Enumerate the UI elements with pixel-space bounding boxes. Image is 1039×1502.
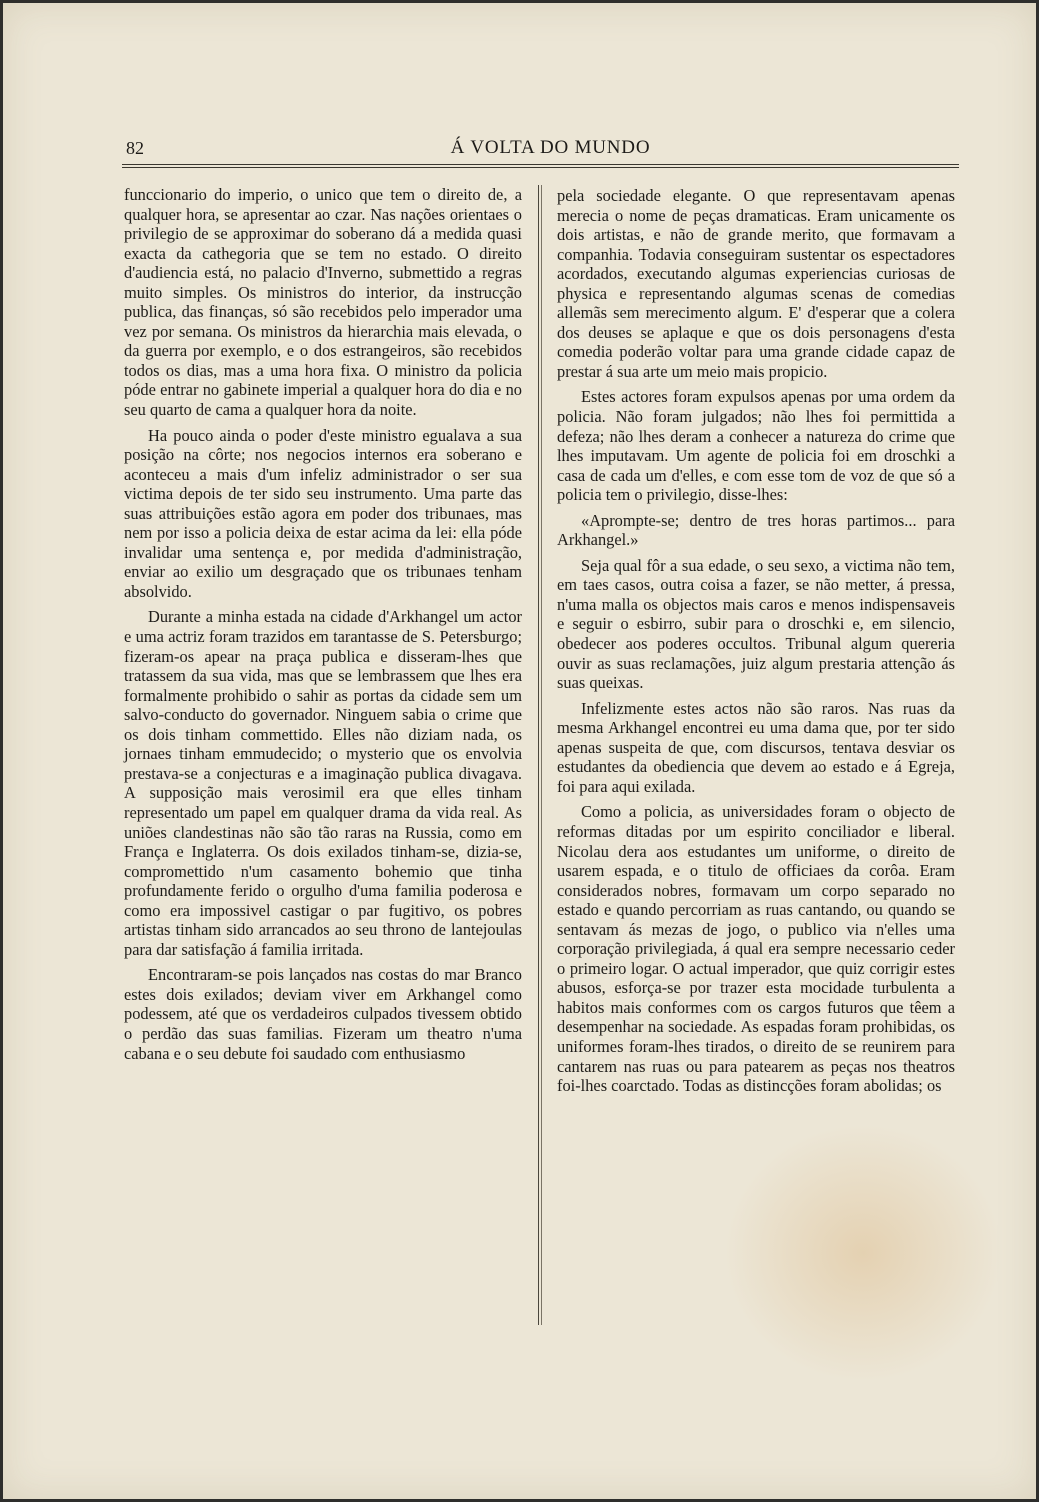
paragraph: Infelizmente estes actos não são raros. Nas ruas da mesma Arkhangel encontrei eu uma dama que, por ter sido apenas suspeita de que, com discursos, tentava desviar os estudantes da obediencia que devem ao estado e á Egreja, foi para aqui exilada. — [557, 698, 955, 796]
paragraph: Seja qual fôr a sua edade, o seu sexo, a victima não tem, em taes casos, outra coisa a fazer, se não metter, á pressa, n'uma malla os objectos mais caros e menos indispensaveis e seguir o esbirro, subir para o droschki e, em silencio, obedecer aos poderes occultos. Tribunal algum quereria ouvir as suas reclamações, juiz algum prestaria attenção ás suas queixas. — [557, 555, 955, 693]
paragraph: pela sociedade elegante. O que representavam apenas merecia o nome de peças dramaticas. Eram unicamente os dois artistas, e não de grande merito, que formavam a companhia. Todavia conseguiram sustentar os espectadores acordados, executando algumas experiencias curiosas de physica e representando algumas scenas de comedias allemãs sem merecimento algum. E' d'esperar que a colera dos deuses se aplaque e que os dois personagens d'esta comedia poderão voltar para uma grande cidade capaz de prestar á sua arte um meio mais propicio. — [557, 186, 955, 381]
column-divider — [538, 185, 539, 1325]
paper-stain — [723, 1123, 1003, 1383]
paragraph: Estes actores foram expulsos apenas por uma ordem da policia. Não foram julgados; não lhes foi permittida a defeza; não lhes deram a conhecer a natureza do crime que lhes imputavam. Um agente de policia foi em droschki a casa de cada um d'elles, e com esse tom de voz de que só a policia tem o privilegio, disse-lhes: — [557, 387, 955, 505]
paragraph: Como a policia, as universidades foram o objecto de reformas ditadas por um espirito conciliador e liberal. Nicolau dera aos estudantes um uniforme, o direito de usarem espada, e o titulo de officiaes da corôa. Eram considerados nobres, formavam um corpo separado no estado e quando percorriam as ruas cantando, ou quando se sentavam ás mezas de jogo, o publico via n'elles uma corporação privilegiada, á qual era sempre necessario ceder o primeiro logar. O actual imperador, que quiz corrigir estes abusos, esforça-se por trazer esta mocidade turbulenta a habitos mais conformes com os cargos futuros que têem a desempenhar na sociedade. As espadas foram prohibidas, os uniformes foram-lhes tirados, o direito de se reunirem para cantarem nas ruas ou para patearem as peças nos theatros foi-lhes coarctado. Todas as distincções foram abolidas; os — [557, 802, 955, 1096]
header-rule — [122, 164, 959, 168]
right-column — [557, 186, 955, 1102]
paragraph: Ha pouco ainda o poder d'este ministro egualava a sua posição na côrte; nos negocios internos era soberano e aconteceu a mais d'um infeliz administrador o ser sua victima depois de ter sido seu instrumento. Uma parte das suas attribuições estão agora em poder dos tribunaes, mas nem por isso a policia deixa de estar acima da lei: ella póde invalidar uma sentença e, por medida d'administração, enviar ao exilio um desgraçado que os tribunaes tenham absolvido. — [124, 425, 522, 601]
left-column — [124, 185, 522, 1069]
column-divider-inner — [541, 185, 542, 1325]
paragraph: funccionario do imperio, o unico que tem o direito de, a qualquer hora, se apresentar ao czar. Nas nações orientaes o privilegio de se approximar do soberano dá a medida quasi exacta da cathegoria que se tem no estado. O direito d'audiencia está, no palacio d'Inverno, submettido a regras muito simples. Os ministros do interior, da instrucção publica, das finanças, só são recebidos pelo imperador uma vez por semana. Os ministros da hierarchia mais elevada, o da guerra por exemplo, e o dos estrangeiros, são recebidos todos os dias, mas a uma hora fixa. O ministro da policia póde entrar no gabinete imperial a qualquer hora do dia e no seu quarto de cama a qualquer hora da noite. — [124, 185, 522, 420]
paragraph: Encontraram-se pois lançados nas costas do mar Branco estes dois exilados; deviam viver em Arkhangel como podessem, até que os verdadeiros culpados tivessem obtido o perdão das suas familias. Fizeram um theatro n'uma cabana e o seu debute foi saudado com enthusiasmo — [124, 965, 522, 1063]
page-number: 82 — [126, 138, 144, 158]
running-header — [122, 138, 959, 164]
paragraph: Durante a minha estada na cidade d'Arkhangel um actor e uma actriz foram trazidos em tarantasse de S. Petersburgo; fizeram-os apear na praça publica e disseram-lhes que tratassem da sua vida, mas que se lembrassem que lhes era formalmente prohibido o sahir as portas da cidade sem um salvo-conducto do governador. Ninguem sabia o crime que os dois tinham commettido. Elles não diziam nada, os jornaes tinham emmudecido; o mysterio que os envolvia prestava-se a conjecturas e a imaginação publica divagava. A supposição mais verosimil era que elles tinham representado um papel em qualquer drama da vida real. As uniões clandestinas não são tão raras na Russia, como em França e Inglaterra. Os dois exilados tinham-se, dizia-se, compromettido n'um casamento bohemio que tinha profundamente ferido o orgulho d'uma familia poderosa e como era impossivel castigar o par fugitivo, os pobres artistas tinham sido arrancados ao seu throno de lantejoulas para dar satisfação á familia irritada. — [124, 607, 522, 959]
running-title: Á VOLTA DO MUNDO — [450, 137, 651, 158]
paragraph: «Aprompte-se; dentro de tres horas partimos... para Arkhangel.» — [557, 510, 955, 550]
